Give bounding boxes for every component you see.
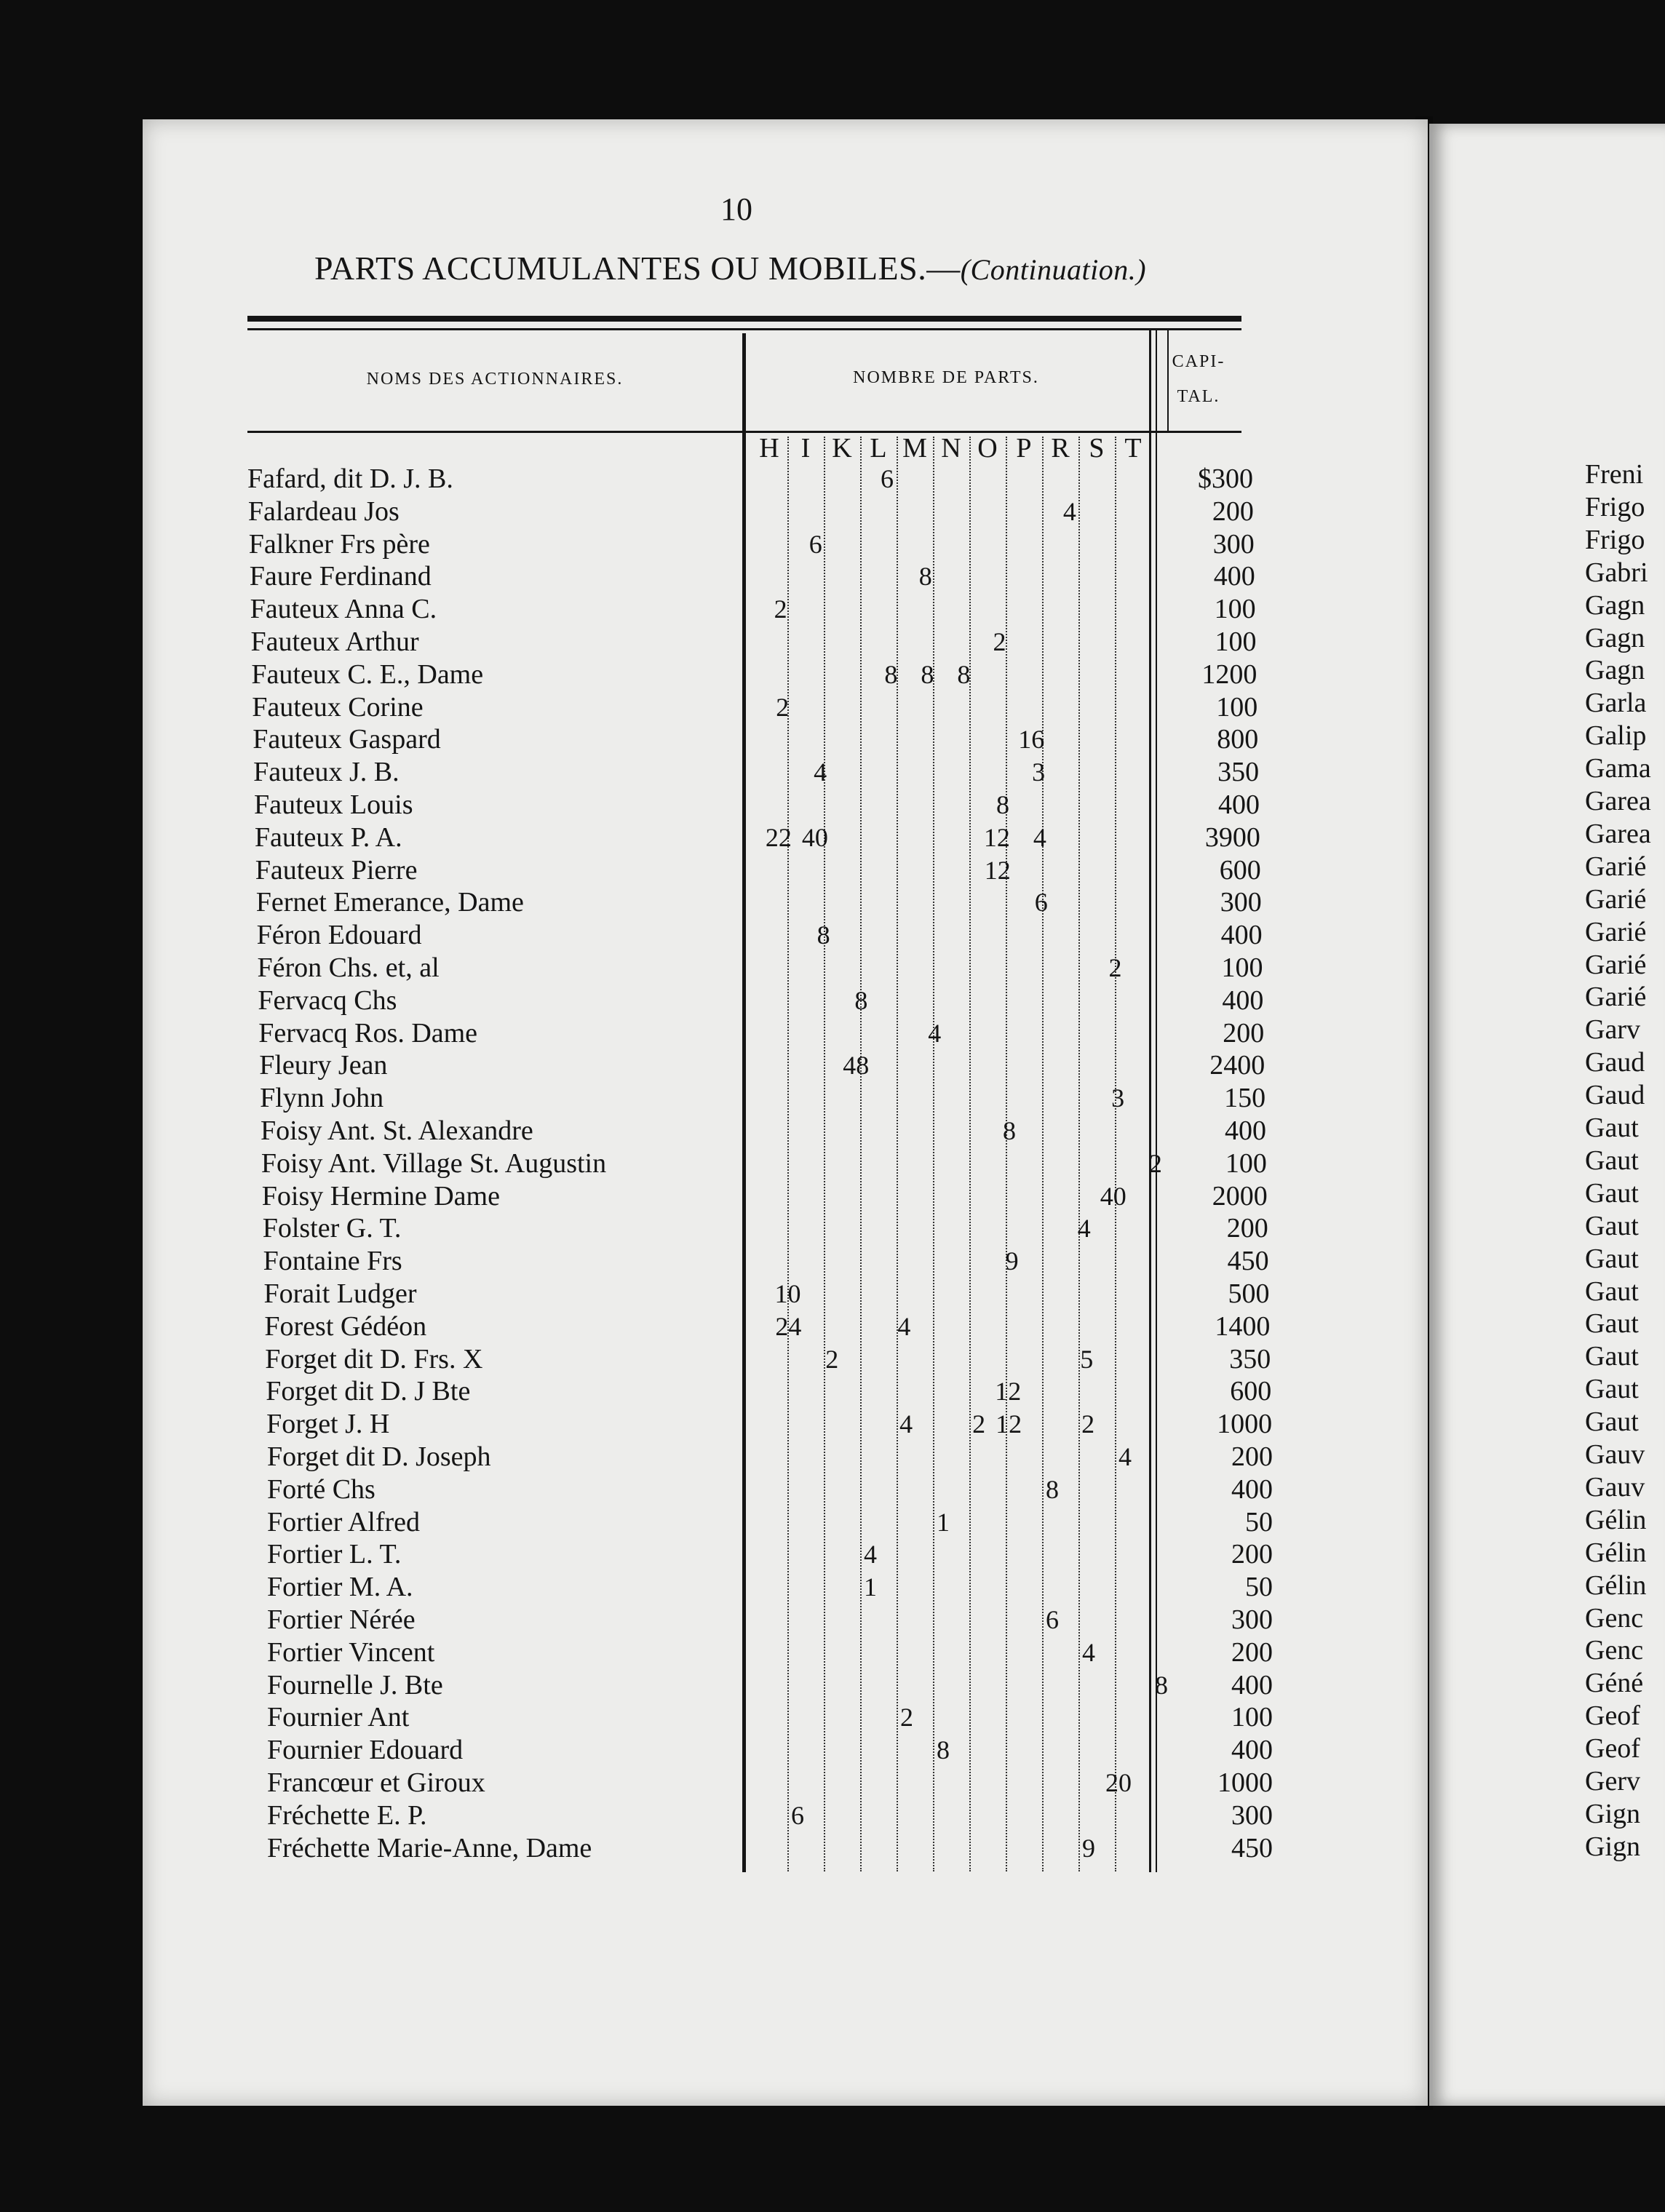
capital-amount: 450 [1231,1832,1273,1863]
capital-amount: 100 [1214,594,1256,625]
table-row [266,1408,1278,1441]
capital-amount: 150 [1224,1083,1266,1114]
table-row [267,1734,1279,1767]
capital-amount: 50 [1245,1506,1273,1537]
header-names: NOMS DES ACTIONNAIRES. [366,370,624,389]
share-count-k: 48 [843,1051,870,1081]
capital-amount: 300 [1231,1604,1273,1635]
table-row [258,1017,1270,1050]
right-page-name-fragment: Gign [1585,1831,1640,1862]
shareholder-name: Falkner Frs père [249,530,433,559]
shareholder-name: Fauteux Anna C. [250,594,440,624]
table-row [261,1147,1273,1180]
capital-amount: 100 [1215,626,1257,657]
share-count-o: 12 [996,1409,1022,1439]
shareholder-name-cell [267,1442,778,1471]
right-page-name-fragment: Garv [1585,1014,1640,1046]
right-page-name-fragment: Garea [1585,818,1651,849]
shareholder-name-cell [251,660,762,689]
shareholder-name: Fournier Edouard [267,1735,466,1765]
column-letter-t: T [1124,433,1142,464]
share-count-t: 2 [1148,1148,1162,1178]
share-count-h: 24 [775,1311,802,1341]
capital-amount: 200 [1223,1017,1265,1049]
share-count-o: 12 [995,1377,1022,1407]
shareholder-name-cell [259,1051,770,1080]
shareholder-name: Fauteux J. B. [253,757,402,787]
share-count-m: 4 [928,1018,942,1048]
right-page-name-fragment: Gélin [1585,1504,1647,1535]
table-row [255,854,1267,887]
shareholder-name: Fortier L. T. [267,1540,404,1569]
shareholder-name-cell [250,594,761,624]
share-count-s: 4 [1118,1442,1132,1471]
top-thin-rule [247,328,1241,330]
right-page-name-fragment: Frigo [1585,491,1645,522]
shareholder-name-cell [266,1377,776,1406]
table-row [253,723,1264,756]
right-page-name-fragment: Gabri [1585,557,1648,588]
table-row [251,626,1263,659]
share-count-o: 9 [1005,1246,1019,1276]
shareholder-name-cell [267,1475,778,1504]
shareholder-name-cell [252,693,763,722]
shareholder-name: Fauteux Gaspard [253,725,444,754]
shareholder-name: Flynn John [260,1083,386,1113]
page-title-continuation: (Continuation.) [960,253,1147,286]
table-row [252,691,1263,724]
page-title [314,249,1146,287]
shareholder-name: Fréchette E. P. [267,1801,430,1830]
table-row [247,463,1259,496]
capital-amount: 200 [1231,1441,1273,1472]
shareholder-name-cell [260,1083,771,1113]
capital-amount: 300 [1220,887,1262,918]
right-page-name-fragment: Genc [1585,1602,1644,1634]
shareholder-name-cell [264,1279,775,1308]
right-page-name-fragment: Galip [1585,720,1647,752]
table-row [267,1604,1279,1636]
table-row [267,1701,1279,1734]
shareholder-name: Féron Edouard [257,920,425,950]
capital-amount: 400 [1225,1115,1266,1146]
table-row [256,886,1268,919]
capital-amount: 350 [1229,1343,1271,1374]
right-page-name-fragment: Géné [1585,1668,1644,1699]
capital-amount: 400 [1231,1735,1273,1766]
capital-amount: 1000 [1217,1767,1273,1798]
share-count-r: 2 [1081,1409,1095,1439]
shareholder-name: Fortier Nérée [267,1605,418,1634]
shareholder-name: Fernet Emerance, Dame [256,888,527,917]
share-count-m: 8 [918,562,932,592]
right-page-name-fragment: Geof [1585,1733,1640,1765]
right-page-name-fragment: Gauv [1585,1471,1645,1503]
share-count-i: 4 [814,757,827,787]
shareholder-name: Fafard, dit D. J. B. [247,464,456,493]
share-count-h: 2 [776,692,790,722]
share-count-o: 12 [983,822,1010,852]
share-count-l: 6 [881,464,894,493]
share-count-k: 1 [864,1572,877,1602]
shareholder-name-cell [261,1149,772,1178]
right-page-name-fragment: Gélin [1585,1537,1647,1568]
shareholder-name-cell [264,1312,775,1341]
table-right-border [1167,329,1169,431]
shareholder-name-cell [248,497,759,526]
shareholder-name-cell [267,1735,778,1765]
right-page-name-fragment: Genc [1585,1635,1644,1666]
shareholder-name-cell [254,790,765,819]
capital-amount: 1000 [1217,1409,1273,1440]
page-number: 10 [720,191,752,227]
share-count-p: 3 [1032,757,1046,787]
capital-amount: 800 [1217,724,1259,755]
table-row [249,528,1260,561]
table-row [254,789,1265,821]
shareholder-name-cell [257,920,768,950]
right-page-name-fragment: Garié [1585,851,1647,882]
shareholder-name-cell [267,1540,778,1569]
right-page-name-fragment: Garié [1585,883,1647,915]
share-count-l: 4 [897,1311,911,1341]
shareholder-name: Foisy Hermine Dame [262,1182,503,1211]
shareholder-name-cell [263,1214,774,1243]
shareholder-name: Fréchette Marie-Anne, Dame [267,1834,595,1863]
table-row [267,1636,1279,1669]
share-count-h: 2 [774,594,787,624]
capital-amount: 2400 [1209,1050,1265,1081]
share-count-i: 6 [808,529,822,559]
right-page-name-fragment: Gaut [1585,1276,1639,1307]
table-row [264,1310,1276,1343]
table-row [257,919,1268,952]
shareholder-name-cell [267,1605,778,1634]
right-page-name-fragment: Garla [1585,688,1647,719]
table-row [267,1473,1279,1506]
table-row [267,1538,1279,1571]
right-page-name-fragment: Garié [1585,949,1647,980]
share-count-h: 6 [791,1800,804,1830]
shareholder-name: Folster G. T. [263,1214,405,1243]
table-row [250,560,1261,593]
shareholder-name-cell [250,562,760,591]
right-page-name-fragment: Gaut [1585,1145,1639,1176]
shareholder-name-cell [266,1409,777,1439]
shareholder-name: Forait Ludger [264,1279,420,1308]
share-count-o: 12 [984,855,1011,885]
capital-amount: 350 [1217,757,1260,788]
table-row [258,952,1269,984]
column-letter-s: S [1089,433,1105,464]
share-count-h: 22 [765,822,792,852]
shareholder-name-cell [255,856,766,885]
shareholder-name: Francœur et Giroux [267,1768,488,1797]
share-count-p: 16 [1018,725,1045,755]
table-row [267,1506,1279,1539]
share-count-t: 8 [1155,1670,1168,1700]
right-page-name-fragment: Gagn [1585,655,1645,686]
share-count-o: 2 [993,627,1006,656]
shareholder-name: Fortier Vincent [267,1638,437,1667]
shareholder-name-cell [251,627,762,656]
shareholder-name-cell [267,1671,778,1700]
table-row [266,1375,1277,1408]
share-count-p: 4 [1033,822,1046,852]
capital-amount: 400 [1213,561,1255,592]
capital-amount: 200 [1231,1539,1273,1570]
capital-amount: 100 [1225,1147,1267,1179]
capital-amount: 400 [1231,1473,1273,1505]
column-letter-i: I [800,433,811,464]
top-thick-rule [247,316,1241,322]
shareholder-name: Fauteux Arthur [251,627,422,656]
capital-amount: 500 [1228,1278,1270,1309]
share-count-p: 6 [1034,888,1048,918]
shareholder-name-cell [256,888,767,917]
right-page-name-fragment: Gaut [1585,1113,1639,1143]
table-row [260,1082,1271,1115]
share-count-m: 8 [937,1735,950,1765]
share-count-r: 9 [1082,1833,1095,1863]
capital-amount: 200 [1226,1213,1268,1244]
share-count-i: 40 [801,822,828,852]
shareholder-name-cell [258,986,768,1015]
share-count-s: 2 [1108,953,1122,982]
capital-amount: 300 [1231,1799,1273,1831]
table-row [267,1799,1279,1832]
shareholder-name: Fauteux Louis [254,790,416,819]
right-page-name-fragment: Gagn [1585,622,1645,653]
shareholder-name: Fauteux Pierre [255,856,421,885]
share-count-l: 8 [884,659,898,689]
share-count-n: 2 [972,1409,986,1439]
table-row [267,1571,1279,1604]
table-row [267,1441,1279,1473]
right-page-name-fragment: Gaut [1585,1341,1639,1372]
table-row [264,1278,1276,1310]
column-letter-k: K [832,433,852,464]
right-page-name-fragment: Gélin [1585,1570,1647,1601]
share-count-m: 8 [921,659,934,689]
shareholder-name-cell [261,1116,771,1145]
header-capital-line2: TAL. [1177,387,1220,406]
shareholder-name: Fervacq Ros. Dame [258,1019,480,1048]
shareholder-name-cell [267,1768,778,1797]
right-page-name-fragment: Frigo [1585,524,1645,555]
shareholder-name-cell [258,1019,769,1048]
share-count-h: 10 [774,1279,801,1308]
capital-amount: 400 [1218,789,1260,820]
share-count-o: 8 [1003,1116,1016,1145]
right-page-name-fragment: Gign [1585,1798,1640,1829]
shareholder-name-cell [255,823,766,852]
share-count-s: 20 [1105,1768,1132,1797]
shareholder-name-cell [267,1703,778,1732]
right-page-name-fragment: Geof [1585,1700,1640,1732]
shareholder-name-cell [267,1834,778,1863]
table-row [253,756,1265,789]
column-letter-o: O [977,433,998,464]
capital-amount: 600 [1219,854,1261,886]
shareholder-name: Forté Chs [267,1475,378,1504]
capital-amount: 200 [1212,496,1254,527]
shareholder-name: Forget dit D. J Bte [266,1377,473,1406]
share-count-r: 4 [1077,1214,1091,1244]
share-count-r: 5 [1080,1344,1094,1374]
table-row [259,1049,1271,1082]
right-page-name-fragment: Garea [1585,786,1651,816]
table-row [262,1180,1273,1213]
shareholder-name: Féron Chs. et, al [258,953,442,982]
shareholder-name: Fortier Alfred [267,1508,423,1537]
table-row [250,593,1262,626]
capital-amount: 50 [1245,1572,1273,1603]
shareholder-name: Fervacq Chs [258,986,400,1015]
column-letter-r: R [1051,433,1070,464]
right-page-name-fragment: Garié [1585,916,1647,947]
shareholder-name-cell [253,757,764,787]
table-row [267,1832,1279,1865]
shareholder-name: Forget dit D. Frs. X [265,1345,485,1374]
share-count-l: 2 [900,1703,913,1732]
right-page-name-fragment: Gerv [1585,1766,1640,1797]
column-letter-l: L [870,433,887,464]
column-letter-m: M [902,433,927,464]
capital-amount: 600 [1230,1376,1272,1407]
capital-amount: 100 [1231,1702,1273,1733]
shareholder-name: Forest Gédéon [264,1312,429,1341]
shareholder-name-cell [267,1638,778,1667]
share-count-i: 2 [825,1344,839,1374]
shareholder-name: Faure Ferdinand [250,562,434,591]
share-count-m: 1 [937,1507,950,1537]
capital-amount: $300 [1198,464,1253,494]
right-page-name-fragment: Gaut [1585,1308,1639,1340]
page-title-main: PARTS ACCUMULANTES OU MOBILES.— [314,250,961,287]
header-capital-line1: CAPI- [1172,352,1225,371]
capital-amount: 1200 [1201,659,1257,690]
right-page-name-fragment: Gauv [1585,1439,1645,1470]
shareholder-name: Foisy Ant. Village St. Augustin [261,1149,609,1178]
header-shares: NOMBRE DE PARTS. [853,368,1039,387]
share-count-n: 8 [957,659,971,689]
right-page-name-fragment: Garié [1585,982,1647,1013]
shareholder-name: Fauteux Corine [252,693,426,722]
share-count-o: 8 [996,790,1009,819]
table-row [261,1115,1272,1147]
table-row [265,1343,1276,1376]
capital-amount: 1400 [1215,1310,1271,1342]
right-page-name-fragment: Gaut [1585,1243,1639,1274]
table-row [263,1212,1274,1245]
shareholder-name: Fleury Jean [259,1051,390,1080]
table-row [255,821,1266,854]
right-page-name-fragment: Gaut [1585,1407,1639,1438]
table-row [267,1767,1279,1799]
right-page-name-fragment: Gaud [1585,1047,1645,1078]
share-count-k: 8 [854,985,868,1015]
column-letter-p: P [1016,433,1032,464]
shareholder-name-cell [267,1508,778,1537]
capital-amount: 2000 [1212,1180,1268,1212]
right-page-name-fragment: Gaud [1585,1080,1645,1111]
shareholder-name: Forget J. H [266,1409,392,1439]
capital-amount: 100 [1216,691,1258,723]
right-page-name-fragment: Gaut [1585,1374,1639,1405]
right-page-name-fragment: Gagn [1585,589,1645,621]
shareholder-name: Fournier Ant [267,1703,412,1732]
shareholder-name-cell [265,1345,776,1374]
shareholder-name: Fauteux C. E., Dame [251,660,486,689]
capital-amount: 100 [1221,952,1263,983]
shareholder-name: Fauteux P. A. [255,823,405,852]
capital-amount: 400 [1222,984,1264,1016]
table-row [251,659,1263,691]
right-page-name-fragment: Gaut [1585,1210,1639,1241]
shareholder-name-cell [258,953,768,982]
table-row [258,984,1269,1017]
table-row [267,1669,1279,1702]
capital-amount: 400 [1220,920,1263,951]
shareholder-name-cell [247,464,758,493]
right-page-name-fragment: Gaut [1585,1177,1639,1209]
share-count-i: 8 [816,920,830,950]
shareholder-name: Foisy Ant. St. Alexandre [261,1116,536,1145]
share-count-p: 8 [1046,1474,1059,1504]
capital-amount: 450 [1227,1246,1269,1277]
right-page-name-fragment: Freni [1585,459,1644,490]
shareholder-name-cell [267,1572,778,1602]
capital-amount: 300 [1212,528,1255,560]
shareholder-name-cell [249,530,760,559]
shareholder-name: Forget dit D. Joseph [267,1442,494,1471]
shareholder-name: Fournelle J. Bte [267,1671,446,1700]
share-count-s: 3 [1111,1083,1125,1113]
capital-amount: 200 [1231,1636,1273,1668]
shareholder-name-cell [263,1246,774,1276]
shareholder-name: Fortier M. A. [267,1572,416,1602]
share-count-k: 4 [864,1540,877,1570]
shareholder-name: Falardeau Jos [248,497,402,526]
share-count-l: 4 [899,1409,913,1439]
table-row [263,1245,1275,1278]
share-count-p: 6 [1046,1605,1059,1634]
share-count-r: 4 [1082,1637,1095,1667]
share-count-r: 4 [1062,496,1076,526]
share-count-s: 40 [1100,1181,1126,1211]
shareholder-name: Fontaine Frs [263,1246,405,1276]
column-letter-h: H [759,433,779,464]
capital-amount: 3900 [1204,821,1260,853]
right-page-name-fragment: Gama [1585,753,1651,784]
shareholder-name-cell [262,1182,773,1211]
shareholder-name-cell [253,725,763,754]
shareholder-name-cell [267,1801,778,1830]
capital-amount: 400 [1231,1669,1273,1700]
table-row [248,496,1260,528]
column-letter-n: N [941,433,961,464]
